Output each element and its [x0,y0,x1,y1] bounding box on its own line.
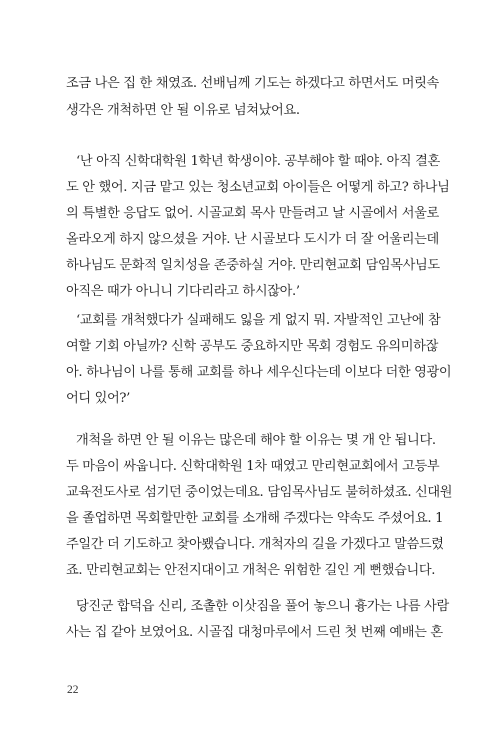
text-line: 아. 하나님이 나를 통해 교회를 하나 세우신다는데 이보다 더한 영광이 [66,365,452,380]
text-line: ‘교회를 개척했다가 실패해도 잃을 게 없지 뭐. 자발적인 고난에 참 [76,313,441,328]
text-line: 도 안 했어. 지금 맡고 있는 청소년교회 아이들은 어떻게 하고? 하나님 [66,180,450,195]
text-line: 두 마음이 싸웁니다. 신학대학원 1차 때였고 만리현교회에서 고등부 [66,459,440,474]
text-line: 의 특별한 응답도 없어. 시골교회 목사 만들려고 날 시골에서 서울로 [66,206,439,221]
text-line: 어디 있어?’ [66,391,130,406]
page-number: 22 [67,684,79,696]
text-line: 생각은 개척하면 안 될 이유로 넘쳐났어요. [66,103,300,118]
text-line: 교육전도사로 섬기던 중이었는데요. 담임목사님도 불허하셨죠. 신대원 [66,485,453,500]
text-line: ‘난 아직 신학대학원 1학년 학생이야. 공부해야 할 때야. 아직 결혼 [76,154,440,169]
text-line: 아직은 때가 아니니 기다리라고 하시잖아.’ [66,284,300,299]
text-line: 을 졸업하면 목회할만한 교회를 소개해 주겠다는 약속도 주셨어요. 1 [66,511,444,526]
text-line: 당진군 합덕읍 신리, 조촐한 이삿짐을 풀어 놓으니 흉가는 나름 사람 [76,599,449,614]
text-line: 죠. 만리현교회는 안전지대이고 개척은 위험한 길인 게 뻔했습니다. [66,563,436,578]
text-line: 올라오게 하지 않으셨을 거야. 난 시골보다 도시가 더 잘 어울리는데 [66,232,439,247]
text-line: 하나님도 문화적 일치성을 존중하실 거야. 만리현교회 담임목사님도 [66,258,440,273]
text-line: 조금 나은 집 한 채였죠. 선배님께 기도는 하겠다고 하면서도 머릿속 [66,76,439,91]
text-line: 여할 기회 아닐까? 신학 공부도 중요하지만 목회 경험도 유의미하잖 [66,339,438,354]
text-line: 사는 집 같아 보였어요. 시골집 대청마루에서 드린 첫 번째 예배는 혼 [66,625,443,640]
text-line: 주일간 더 기도하고 찾아뵀습니다. 개척자의 길을 가겠다고 말씀드렸 [66,537,444,552]
text-line: 개척을 하면 안 될 이유는 많은데 해야 할 이유는 몇 개 안 됩니다. [76,433,436,448]
